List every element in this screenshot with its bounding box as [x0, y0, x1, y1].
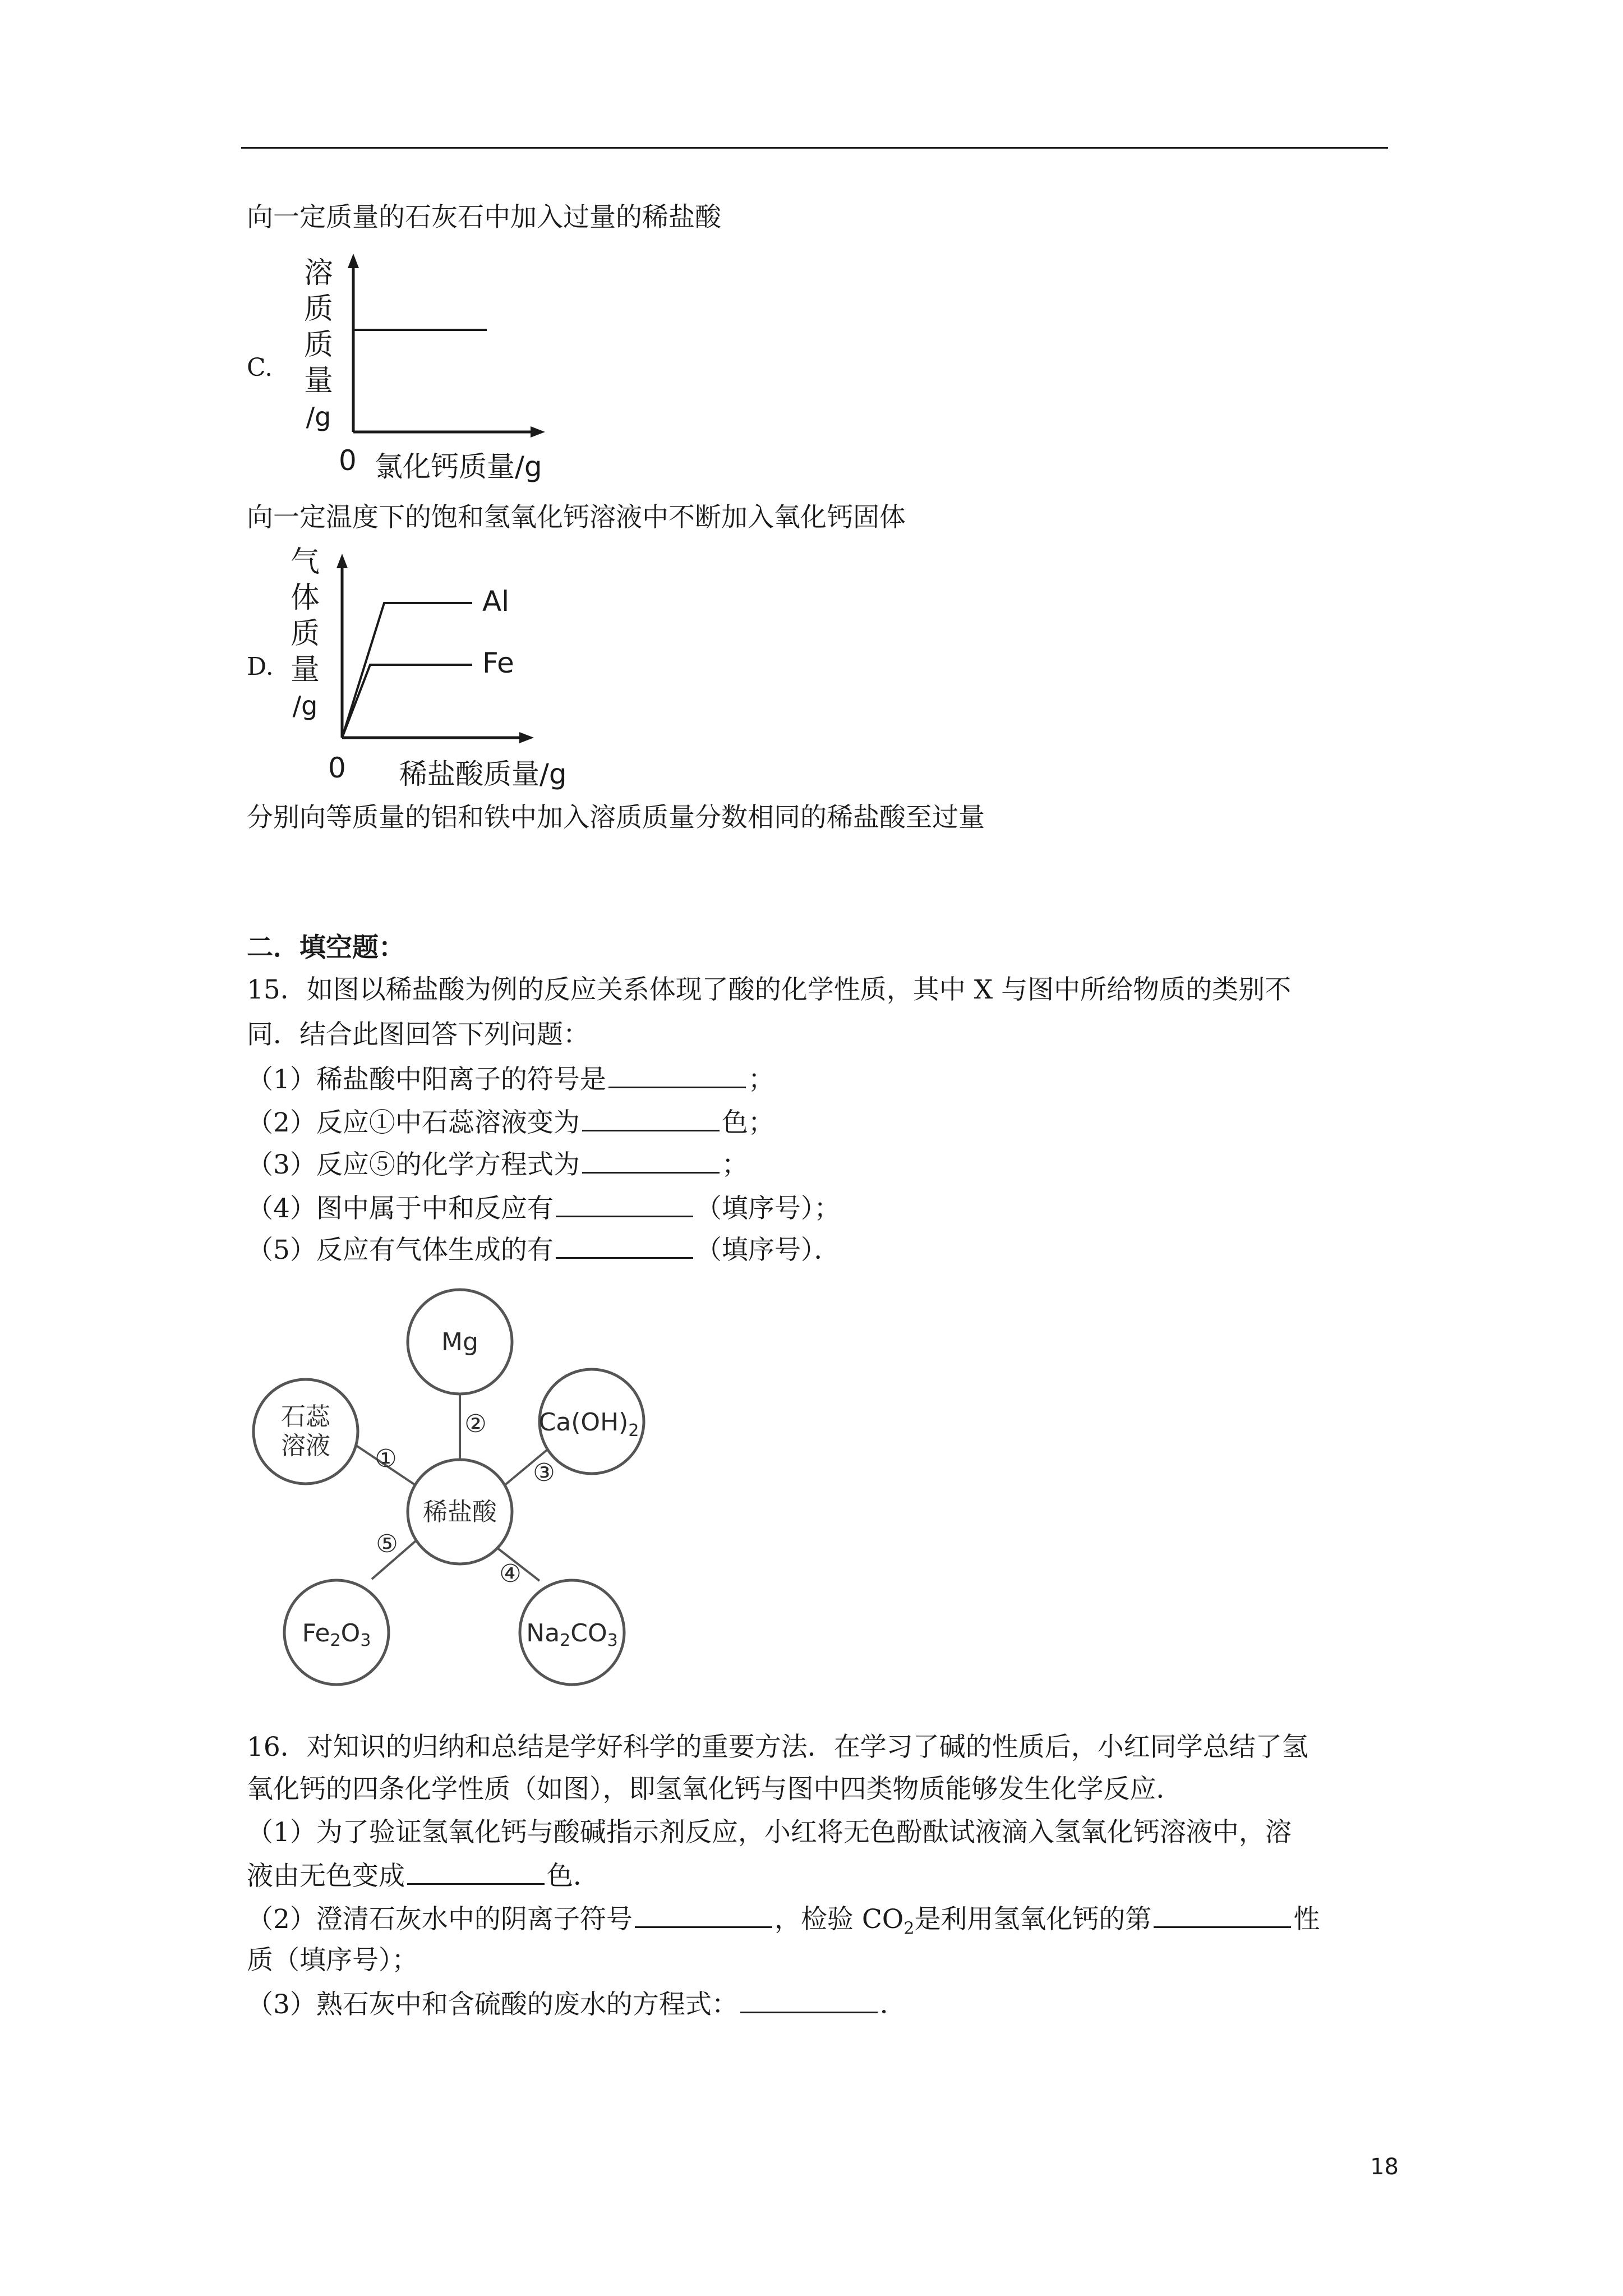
graph-c-y-label: [302, 255, 335, 435]
graph-d-y-label: [288, 544, 322, 724]
q16-item1-line2: [247, 1858, 600, 1893]
q16-item-text: ，检验 CO: [774, 1904, 904, 1935]
q15-stem-line2: 同．结合此图回答下列问题：: [247, 1019, 589, 1050]
answer-blank[interactable]: [1154, 1902, 1291, 1928]
q15-item-suffix: ；: [721, 1149, 748, 1180]
q15-item-suffix: （填序号）．: [695, 1235, 841, 1266]
node-litmus-label-2: 溶液: [281, 1432, 330, 1460]
graph-d-origin: 0: [328, 752, 346, 784]
graph-d-y-arrow: [336, 554, 348, 568]
q15-item-text: （5）反应有气体生成的有: [247, 1235, 554, 1266]
graph-d-x-label: 稀盐酸质量/g: [399, 758, 567, 790]
q15-item-2: [247, 1105, 774, 1140]
q16-item2-line1: [247, 1902, 1320, 1945]
q16-item-text: （3）熟石灰中和含硫酸的废水的方程式：: [247, 1989, 738, 2020]
answer-blank[interactable]: [407, 1858, 545, 1885]
formula-subscript: 2: [903, 1918, 915, 1939]
q15-item-suffix: 色；: [721, 1107, 774, 1138]
q16-item1-line1: （1）为了验证氢氧化钙与酸碱指示剂反应，小红将无色酚酞试液滴入氢氧化钙溶液中，溶: [247, 1817, 1292, 1848]
q16-item-suffix: ．: [879, 1989, 906, 2020]
q16-item-text: 液由无色变成: [247, 1861, 405, 1892]
formula-subscript: 2: [628, 1421, 639, 1441]
q15-item-text: （1）稀盐酸中阳离子的符号是: [247, 1064, 606, 1095]
formula-part: O: [340, 1619, 361, 1648]
q16-stem-line2: 氧化钙的四条化学性质（如图），即氢氧化钙与图中四类物质能够发生化学反应．: [247, 1774, 1183, 1805]
graph-d-al-line: [342, 603, 472, 738]
caption-top: 向一定质量的石灰石中加入过量的稀盐酸: [247, 202, 721, 233]
edge-number-1: ①: [375, 1444, 397, 1473]
edge-number-2: ②: [464, 1410, 487, 1438]
answer-blank[interactable]: [740, 1987, 878, 2013]
q15-stem-line1: 15．如图以稀盐酸为例的反应关系体现了酸的化学性质，其中 X 与图中所给物质的类别不: [247, 974, 1292, 1005]
formula-subscript: 2: [330, 1631, 341, 1650]
formula-part: CO: [570, 1619, 607, 1648]
graph-c-x-arrow: [531, 426, 545, 438]
formula-part: Na: [526, 1619, 560, 1648]
q15-item-text: （2）反应①中石蕊溶液变为: [247, 1107, 580, 1138]
graph-d-x-arrow: [519, 732, 534, 743]
graph-c-y-arrow: [348, 254, 359, 268]
q15-item-suffix: ；: [748, 1064, 774, 1095]
graph-d-y-char: 体: [290, 581, 320, 615]
formula-subscript: 2: [560, 1631, 571, 1650]
q15-item-4: [247, 1191, 840, 1226]
q16-item-text: 是利用氢氧化钙的第: [914, 1904, 1152, 1935]
q16-item-text: （2）澄清石灰水中的阴离子符号: [247, 1904, 633, 1935]
q15-item-1: [247, 1062, 774, 1097]
option-d-label: D.: [247, 652, 274, 681]
q15-item-suffix: （填序号）；: [695, 1193, 841, 1224]
q15-item-text: （4）图中属于中和反应有: [247, 1193, 554, 1224]
header-rule: [241, 147, 1388, 149]
q16-item-suffix: 性: [1293, 1904, 1320, 1935]
formula-subscript: 3: [360, 1631, 371, 1650]
graph-c-y-char: 量: [303, 364, 333, 398]
q15-item-5: [247, 1232, 840, 1267]
graph-c-origin: 0: [339, 444, 357, 477]
node-litmus-label-1: 石蕊: [281, 1402, 330, 1431]
graph-c-y-char: 溶: [303, 256, 333, 290]
edge-number-5: ⑤: [376, 1530, 398, 1558]
node-caoh2-label: [539, 1408, 639, 1441]
graph-c-y-char: 质: [303, 328, 333, 362]
edge-number-3: ③: [533, 1458, 555, 1487]
section-title: 二．填空题：: [247, 932, 405, 963]
edge-number-4: ④: [499, 1559, 522, 1588]
q16-item-suffix: 色．: [547, 1861, 600, 1892]
formula-subscript: 3: [607, 1631, 618, 1650]
graph-d-series-al: Al: [482, 585, 510, 618]
graph-c-x-label: 氯化钙质量/g: [375, 450, 542, 483]
q16-item2-line2: 质（填序号）；: [247, 1945, 418, 1976]
formula-part: Fe: [302, 1619, 330, 1648]
q15-item-3: [247, 1147, 748, 1182]
graph-c-axes: [336, 252, 550, 443]
reaction-diagram: [241, 1273, 667, 1700]
answer-blank[interactable]: [582, 1147, 720, 1174]
graph-c-y-char: 质: [303, 292, 333, 326]
formula-part: Ca(OH): [538, 1408, 629, 1437]
option-c-label: C.: [247, 353, 273, 382]
node-center-label: 稀盐酸: [423, 1498, 497, 1526]
graph-d-series-fe: Fe: [482, 647, 514, 679]
caption-d: 分别向等质量的铝和铁中加入溶质质量分数相同的稀盐酸至过量: [247, 802, 985, 833]
graph-d-y-char: 气: [290, 545, 320, 579]
graph-c-y-char: /g: [306, 402, 331, 432]
answer-blank[interactable]: [608, 1062, 746, 1088]
graph-d-y-char: 质: [290, 617, 320, 651]
node-na2co3-label: [526, 1619, 617, 1650]
q16-item3: [247, 1987, 906, 2022]
answer-blank[interactable]: [635, 1902, 772, 1928]
page-number: 18: [1370, 2154, 1399, 2180]
answer-blank[interactable]: [582, 1105, 720, 1131]
answer-blank[interactable]: [556, 1191, 693, 1217]
caption-c: 向一定温度下的饱和氢氧化钙溶液中不断加入氧化钙固体: [247, 502, 906, 533]
graph-d-y-char: /g: [292, 691, 318, 721]
q16-stem-line1: 16．对知识的归纳和总结是学好科学的重要方法．在学习了碱的性质后，小红同学总结了氢: [247, 1732, 1308, 1763]
graph-d-y-char: 量: [290, 653, 320, 687]
answer-blank[interactable]: [556, 1232, 693, 1259]
node-mg-label: Mg: [441, 1328, 478, 1356]
q15-item-text: （3）反应⑤的化学方程式为: [247, 1149, 580, 1180]
